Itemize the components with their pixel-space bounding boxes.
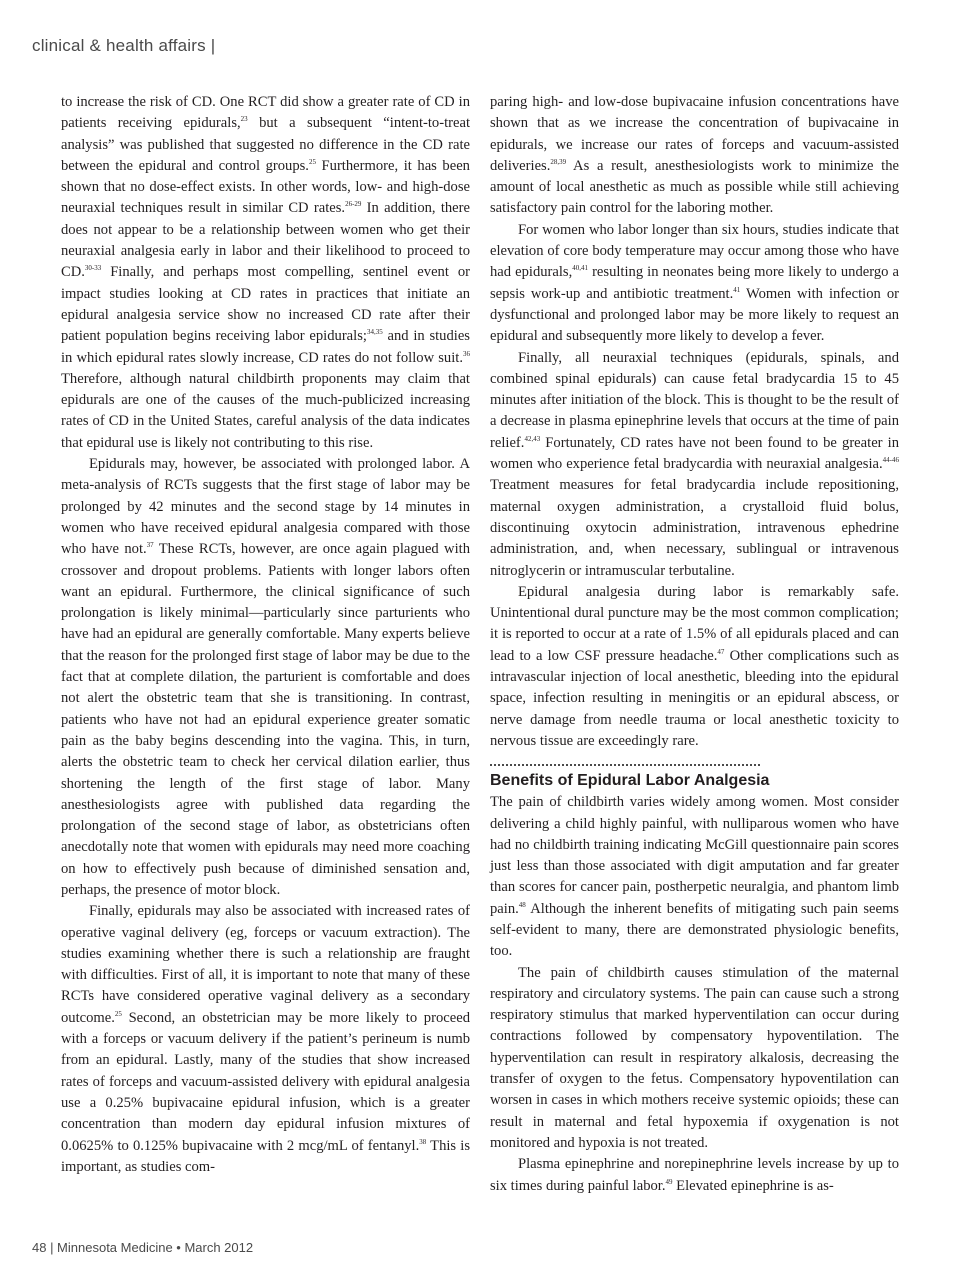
section-heading: Benefits of Epidural Labor Analgesia bbox=[490, 772, 770, 790]
citation: 23 bbox=[240, 115, 248, 124]
citation: 25 bbox=[308, 157, 316, 166]
citation: 36 bbox=[463, 349, 470, 358]
paragraph: Epidurals may, however, be associated with prolonged labor. A meta-analysis of RCTs suggests that the first stage of labor may be prolonged by 42 minutes and the second stage by 14 minutes in women who have received epidural analgesia compared with those who have not.$^{37}$ These RCTs, however, are once again plagued with crossover and dropout problems. Patients with longer labors often want an epidural. Furthermore, the clinical significance of such prolongation is likely minimal—particularly since parturients who have had an epidural are generally comfortable. Many experts believe that the reason for the prolonged first stage of labor may be due to the fact that at complete dilation, the parturient is comfortable and does not alert the obstetric team that she is transitioning. In contrast, patients who have not had an epidural experience greater somatic pain as the baby begins descending into the vagina. This, in turn, alerts the obstetric team to check her cervical dilation earlier, thus shortening the length of the first stage of labor. Many anesthesiologists agree with published data regarding the prolongation of the second stage of labor, as obstetricians often anecdotally note that women with epidurals may need more coaching on how to effectively push because of diminished sensation and, perhaps, the presence of motor block. bbox=[61, 456, 470, 898]
citation: 28,39 bbox=[550, 157, 567, 166]
paragraph: Finally, epidurals may also be associated with increased rates of operative vaginal delivery (eg, forceps or vacuum extraction). The studies examining whether there is such a relationship are fraught with difficulties. First of all, it is important to note that many of these RCTs have considered operative vaginal delivery as a secondary outcome.$^{25}$ Second, an obstetrician may be more likely to proceed with a forceps or vacuum delivery if the patient’s perineum is numb from an epidural. Lastly, many of the studies that show increased rates of forceps and vacuum-assisted delivery with epidural analgesia use a 0.25% bupivacaine epidural infusion, which is a greater concentration than modern day epidural infusion mixtures of 0.0625% to 0.125% bupivacaine with 2 mcg/mL of fentanyl.$^{38}$ This is important, as studies com- bbox=[61, 903, 470, 1175]
citation: 41 bbox=[733, 285, 741, 294]
citation: 47 bbox=[717, 647, 725, 656]
citation: 40,41 bbox=[572, 264, 589, 273]
citation: 44-46 bbox=[882, 456, 899, 465]
running-head: clinical & health affairs | bbox=[32, 36, 216, 55]
citation: 30-33 bbox=[84, 264, 102, 273]
left-column bbox=[61, 92, 470, 1178]
citation: 37 bbox=[146, 541, 154, 550]
page-footer: 48 | Minnesota Medicine • March 2012 bbox=[32, 1240, 254, 1255]
right-column bbox=[490, 92, 899, 1197]
citation: 25 bbox=[114, 1009, 122, 1018]
citation: 38 bbox=[419, 1137, 427, 1146]
citation: 42,43 bbox=[524, 434, 541, 443]
paragraph: Epidural analgesia during labor is remarkably safe. Unintentional dural puncture may be the most common complication; it is reported to occur at a rate of 1.5% of all epidurals placed and can lead to a low CSF pressure headache.$^{47}$ Other complications such as intravascular injection of local anesthetic, bleeding into the epidural space, infection resulting in meningitis or an epidural abscess, or nerve damage from needle trauma or local anesthetic toxicity to nervous tissue are exceedingly rare. bbox=[490, 583, 900, 749]
paragraph: paring high- and low-dose bupivacaine infusion concentrations have shown that as we increase the concentration of bupivacaine in epidurals, we increase our rates of forceps and vacuum-assisted deliveries.$^{28,39}$ As a result, anesthesiologists work to minimize the amount of local anesthetic as much as possible while still achieving satisfactory pain control for the laboring mother. bbox=[490, 94, 899, 217]
citation: 49 bbox=[665, 1177, 673, 1186]
citation: 48 bbox=[518, 900, 526, 909]
section-divider bbox=[490, 764, 760, 766]
citation: 26-29 bbox=[345, 200, 362, 209]
paragraph: Finally, all neuraxial techniques (epidurals, spinals, and combined spinal epidurals) can cause fetal bradycardia 15 to 45 minutes after initiation of the block. This is thought to be the result of a decrease in plasma epinephrine levels that occurs at the time of pain relief.$^{42,43}$ Fortunately, CD rates have not been found to be greater in women who experience fetal bradycardia with neuraxial analgesia.$^{44-46}$ Treatment measures for fetal bradycardia include repositioning, maternal oxygen administration, a crystalloid fluid bolus, discontinuing oxytocin administration, intravenous ephedrine administration, and, when necessary, sublingual or intravenous nitroglycerin or intramuscular terbutaline. bbox=[490, 349, 899, 579]
paragraph: to increase the risk of CD. One RCT did show a greater rate of CD in patients receiving epidurals,$^{23}$ but a subsequent “intent-to-treat analysis” was published that suggested no difference in the CD rate between the epidural and control groups.$^{25}$ Furthermore, it has been shown that no dose-effect exists. In other words, low- and high-dose neuraxial techniques result in similar CD rates.$^{26-29}$ In addition, there does not appear to be a relationship between women who get their neuraxial analgesia early in labor and their likelihood to proceed to CD.$^{30-33}$ Finally, and perhaps most compelling, sentinel event or impact studies looking at CD rates in practices that initiate an epidural analgesia service show no increased CD rate after their patient population begins receiving labor epidurals;$^{34,35}$ and in studies in which epidural rates slowly increase, CD rates do not follow suit.$^{36}$ Therefore, although natural childbirth proponents may claim that epidurals are one of the causes of the much-publicized increasing rates of CD in the United States, careful analysis of the data indicates that epidural use is likely not contributing to this rise. bbox=[61, 94, 470, 451]
paragraph: The pain of childbirth causes stimulation of the maternal respiratory and circulatory systems. The pain can cause such a strong respiratory stimulus that marked hyperventilation can occur during contractions followed by compensatory hypoventilation. The hyperventilation can result in respiratory alkalosis, decreasing the transfer of oxygen to the fetus. Compensatory hypoventilation can worsen in cases in which mothers receive systemic opioids; these can result in maternal and fetal hypoxemia if oxygenation is not monitored and hypoxia is not treated. bbox=[490, 964, 899, 1151]
paragraph: Plasma epinephrine and norepinephrine levels increase by up to six times during painful labor.$^{49}$ Elevated epinephrine is as- bbox=[490, 1156, 899, 1194]
paragraph: For women who labor longer than six hours, studies indicate that elevation of core body temperature may occur among those who have had epidurals,$^{40,41}$ resulting in neonates being more likely to undergo a sepsis work-up and antibiotic treatment.$^{41}$ Women with infection or dysfunctional and prolonged labor may be more likely to request an epidural and subsequently more likely to develop a fever. bbox=[490, 221, 899, 345]
paragraph: The pain of childbirth varies widely among women. Most consider delivering a child highly painful, with nulliparous women who have had no childbirth training indicating McGill questionnaire pain scores just less than those associated with digit amputation and far greater than scores for cancer pain, postherpetic neuralgia, and phantom limb pain.$^{48}$ Although the inherent benefits of mitigating such pain seems self-evident to many, there are demonstrated physiologic benefits, too. bbox=[490, 794, 899, 960]
citation: 34,35 bbox=[366, 328, 383, 337]
